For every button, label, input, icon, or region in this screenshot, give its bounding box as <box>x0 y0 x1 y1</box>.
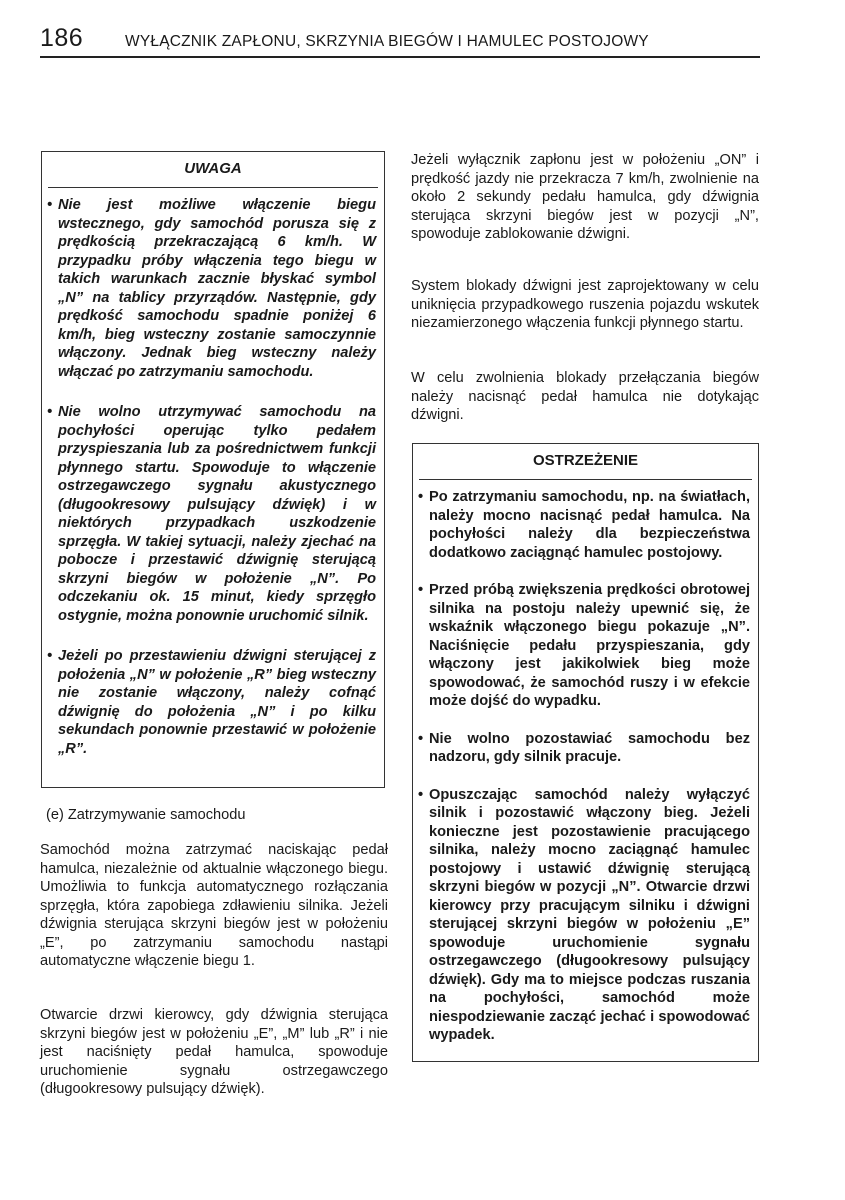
caution-item-text: Nie wolno utrzymywać samochodu na pochyłości operując tylko pedałem przyspieszania lub za pośrednictwem funkcji płynnego startu. Spowoduje to włączenie ostrzegawczego sygnału akustycznego (długookresowy pulsujący dźwięk) i w niektórych przypadkach uszkodzenie sprzęgła. W takiej sytuacji, należy zjechać na pobocze i przestawić dźwignię sterującą skrzyni biegów w położenie „N”. Po odczekaniu ok. 15 minut, kiedy sprzęgło ostygnie, można ponownie uruchomić silnik. <box>58 404 376 624</box>
running-header: WYŁĄCZNIK ZAPŁONU, SKRZYNIA BIEGÓW I HAMULEC POSTOJOWY <box>125 33 649 50</box>
bullet-icon: • <box>418 786 424 803</box>
body-paragraph: Otwarcie drzwi kierowcy, gdy dźwignia sterująca skrzyni biegów jest w położeniu „E”, „M” lub „R” i nie jest naciśnięty pedał hamulca, spowoduje uruchomienie sygnału ostrzegawczego (długookresowy pulsujący dźwięk). <box>40 1007 388 1097</box>
caution-item <box>42 647 376 758</box>
caution-rule <box>48 187 378 188</box>
section-subheading: (e) Zatrzymywanie samochodu <box>46 807 246 823</box>
warning-item-text: Nie wolno pozostawiać samochodu bez nadzoru, gdy silnik pracuje. <box>429 730 750 765</box>
warning-rule <box>419 479 752 480</box>
bullet-icon: • <box>47 197 53 213</box>
body-paragraph: W celu zwolnienia blokady przełączania biegów należy nacisnąć pedał hamulca nie dotykając dźwigni. <box>411 370 759 423</box>
bullet-icon: • <box>418 582 424 598</box>
body-paragraph: System blokady dźwigni jest zaprojektowany w celu uniknięcia przypadkowego ruszenia pojazdu wskutek niezamierzonego włączenia funkcji płynnego startu. <box>411 278 759 331</box>
bullet-icon: • <box>418 489 424 505</box>
warning-list <box>413 488 758 1045</box>
warning-item-text: Po zatrzymaniu samochodu, np. na światłach, należy mocno nacisnąć pedał hamulca. Na pochyłości należy dla bezpieczeństwa dodatkowo zaciągnąć hamulec postojowy. <box>429 489 750 561</box>
warning-title: OSTRZEŻENIE <box>532 452 638 469</box>
caution-title: UWAGA <box>184 160 242 177</box>
caution-item-text: Nie jest możliwe włączenie biegu wstecznego, gdy samochód porusza się z prędkością przekraczającą 6 km/h. W przypadku próby włączenia tego biegu w takich warunkach zacznie błyskać symbol „N” na tablicy przyrządów. Następnie, gdy prędkość samochodu spadnie poniżej 6 km/h, bieg wsteczny zostanie samoczynnie włączony. Jednak bieg wsteczny należy włączać po zatrzymaniu samochodu. <box>58 197 376 380</box>
warning-item <box>413 786 750 1045</box>
bullet-icon: • <box>47 404 53 420</box>
warning-box <box>412 443 759 1062</box>
bullet-icon: • <box>47 648 53 664</box>
body-paragraph: Jeżeli wyłącznik zapłonu jest w położeniu „ON” i prędkość jazdy nie przekracza 7 km/h, zwolnienie na około 2 sekundy pedału hamulca, gdy dźwignia sterująca skrzyni biegów jest w pozycji „N”, spowoduje zablokowanie dźwigni. <box>411 152 759 242</box>
caution-list <box>42 196 384 758</box>
header-rule <box>40 56 760 58</box>
caution-box <box>41 151 385 788</box>
caution-item-text: Jeżeli po przestawieniu dźwigni sterującej z położenia „N” w położenie „R” bieg wsteczny nie zostanie włączony, należy cofnąć dźwignię do położenia „N” i po kilku sekundach ponownie przestawić w położenie „R”. <box>58 648 376 757</box>
warning-item <box>413 730 750 767</box>
warning-item <box>413 581 750 711</box>
page-number: 186 <box>40 24 84 52</box>
warning-item-text: Opuszczając samochód należy wyłączyć silnik i pozostawić włączony bieg. Jeżeli konieczne jest pozostawienie pracującego silnika, należy mocno zaciągnąć hamulec postojowy i ustawić dźwignię sterującą skrzyni biegów w pozycji „N”. Otwarcie drzwi kierowcy przy pracującym silniku i dźwigni sterującej skrzyni biegów w położeniu „E” spowoduje uruchomienie sygnału ostrzegawczego (długookresowy pulsujący dźwięk). Gdy ma to miejsce podczas ruszania na pochyłości, samochód może niespodziewanie zacząć jechać i spowodować wypadek. <box>429 786 750 1043</box>
warning-item <box>413 488 750 562</box>
bullet-icon: • <box>418 730 424 747</box>
warning-item-text: Przed próbą zwiększenia prędkości obrotowej silnika na postoju należy upewnić się, że wskaźnik włączonego biegu pokazuje „N”. Naciśnięcie pedału przyspieszania, gdy włączony jest jakikolwiek bieg może spowodować, że samochód ruszy i w efekcie może dojść do wypadku. <box>429 582 750 709</box>
body-paragraph: Samochód można zatrzymać naciskając pedał hamulca, niezależnie od aktualnie włączonego biegu. Umożliwia to funkcja automatycznego rozłączania sprzęgła, która zapobiega zdławieniu silnika. Jeżeli dźwignia sterująca skrzyni biegów jest w położeniu „E”, po zatrzymaniu samochodu nastąpi automatyczne włączenie biegu 1. <box>40 842 388 969</box>
caution-item <box>42 196 376 381</box>
caution-item <box>42 403 376 625</box>
